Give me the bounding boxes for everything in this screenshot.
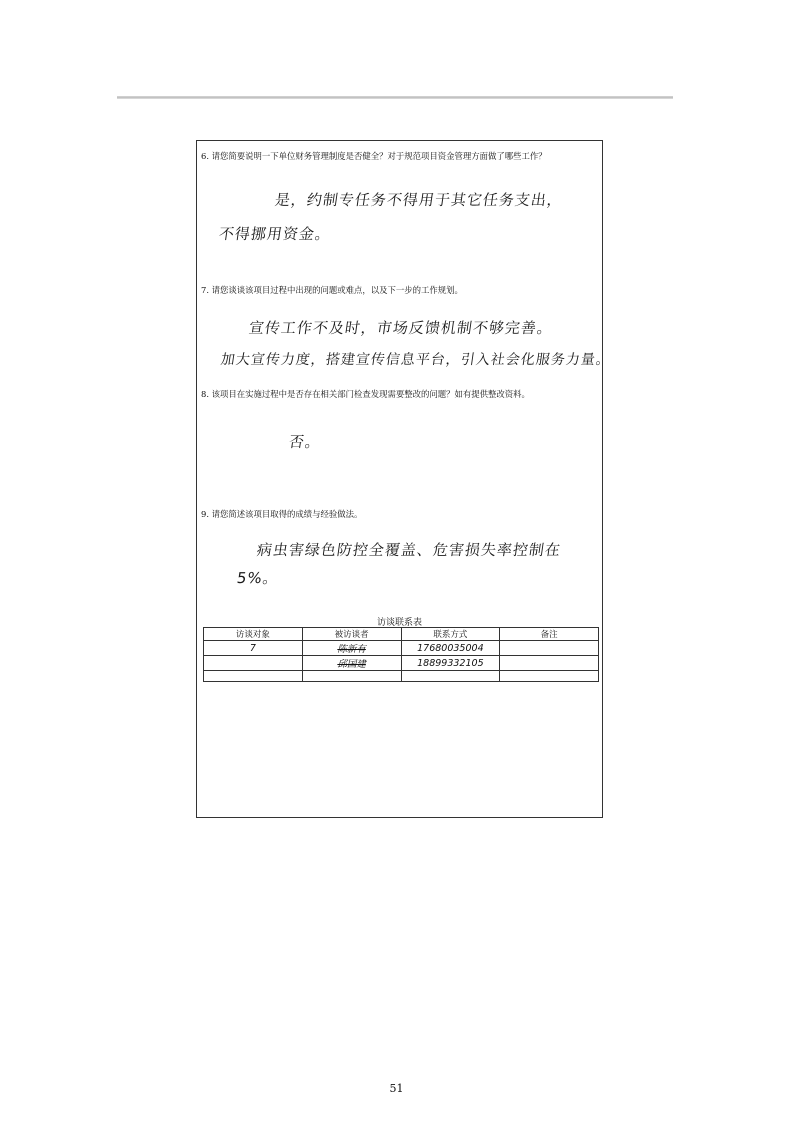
answer-9-line2: 5%。 bbox=[235, 569, 280, 587]
answer-7-line2: 加大宣传力度，搭建宣传信息平台，引入社会化服务力量。 bbox=[219, 352, 612, 368]
answer-9-line1: 病虫害绿色防控全覆盖、危害损失率控制在 bbox=[255, 541, 563, 559]
table-header-row bbox=[204, 628, 599, 641]
cell bbox=[302, 671, 401, 682]
contact-table bbox=[203, 627, 599, 682]
header-interviewee-type: 访谈对象 bbox=[204, 628, 303, 641]
header-interviewee: 被访谈者 bbox=[302, 628, 401, 641]
table-row bbox=[204, 671, 599, 682]
table-row bbox=[204, 641, 599, 656]
question-8: 8. 该项目在实施过程中是否存在相关部门检查发现需要整改的问题？如有提供整改资料。 bbox=[201, 389, 530, 399]
interview-form bbox=[196, 140, 612, 818]
cell bbox=[204, 671, 303, 682]
answer-8: 否。 bbox=[287, 433, 323, 451]
answer-7-line1: 宣传工作不及时，市场反馈机制不够完善。 bbox=[247, 319, 555, 337]
cell bbox=[500, 641, 599, 656]
table-row bbox=[204, 656, 599, 671]
cell: 18899332105 bbox=[401, 656, 500, 671]
header-remarks: 备注 bbox=[500, 628, 599, 641]
cell: 邱国建 bbox=[302, 656, 401, 671]
cell bbox=[500, 671, 599, 682]
cell: 7 bbox=[204, 641, 303, 656]
cell bbox=[401, 671, 500, 682]
header-contact: 联系方式 bbox=[401, 628, 500, 641]
cell bbox=[204, 656, 303, 671]
question-9: 9. 请您简述该项目取得的成绩与经验做法。 bbox=[201, 509, 363, 519]
question-6: 6. 请您简要说明一下单位财务管理制度是否健全？对于规范项目资金管理方面做了哪些工作？ bbox=[201, 151, 547, 161]
cell bbox=[500, 656, 599, 671]
contact-table-title: 访谈联系表 bbox=[376, 618, 422, 628]
answer-6-line2: 不得挪用资金。 bbox=[217, 225, 333, 243]
scan-artifact-line bbox=[117, 96, 673, 99]
question-7: 7. 请您谈谈该项目过程中出现的问题或难点，以及下一步的工作规划。 bbox=[201, 285, 463, 295]
answer-6-line1: 是，约制专任务不得用于其它任务支出， bbox=[273, 191, 565, 209]
page-number: 51 bbox=[389, 1082, 404, 1095]
cell: 17680035004 bbox=[401, 641, 500, 656]
cell: 陈新有 bbox=[302, 641, 401, 656]
